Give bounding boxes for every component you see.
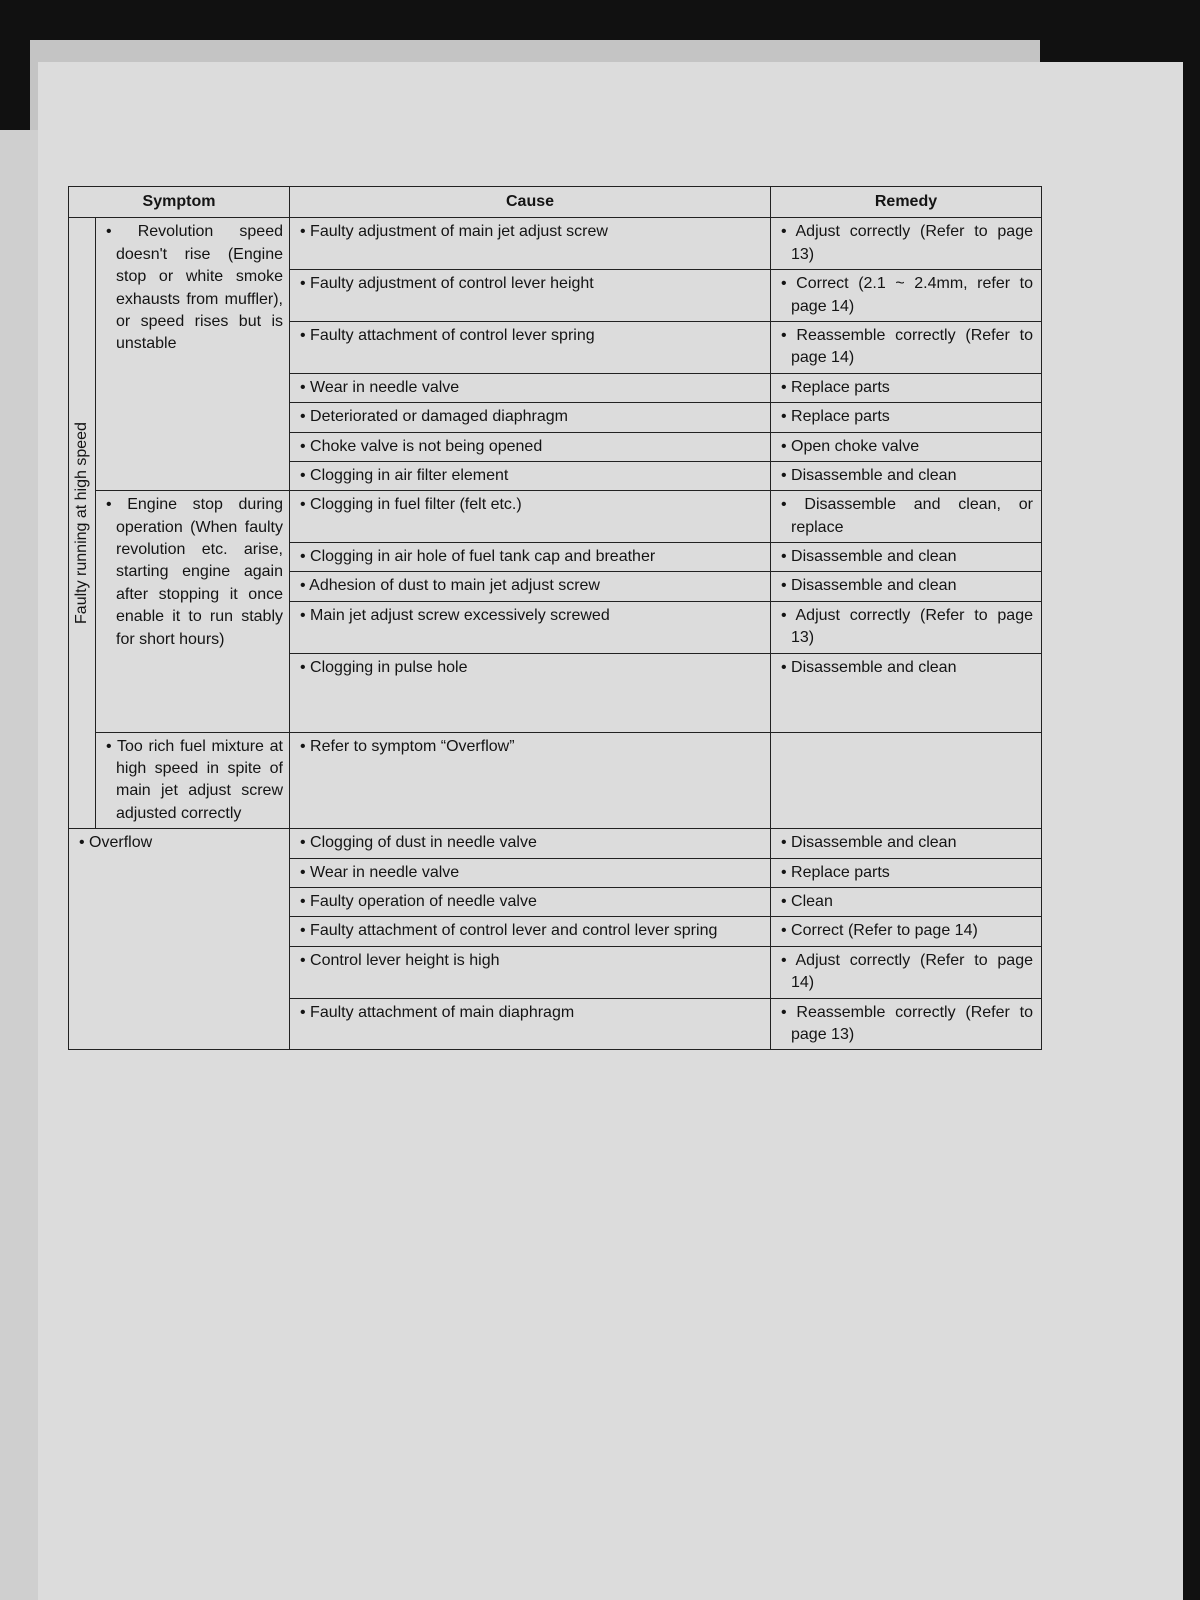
- cause-cell: • Choke valve is not being opened: [290, 432, 771, 461]
- remedy-cell: • Disassemble and clean: [771, 653, 1042, 732]
- cause-cell: • Clogging in pulse hole: [290, 653, 771, 732]
- table-row: [69, 829, 1042, 858]
- remedy-cell: • Disassemble and clean: [771, 543, 1042, 572]
- cause-cell: • Wear in needle valve: [290, 373, 771, 402]
- remedy-cell: • Clean: [771, 887, 1042, 916]
- cause-cell: • Wear in needle valve: [290, 858, 771, 887]
- remedy-cell: • Disassemble and clean: [771, 461, 1042, 490]
- remedy-cell: • Adjust correctly (Refer to page 14): [771, 946, 1042, 998]
- table-row: [69, 218, 1042, 270]
- symptom-cell: • Revolution speed doesn't rise (Engine stop or white smoke exhausts from muffler), or speed rises but is unstable: [96, 218, 290, 491]
- cause-cell: • Adhesion of dust to main jet adjust screw: [290, 572, 771, 601]
- remedy-cell: • Adjust correctly (Refer to page 13): [771, 601, 1042, 653]
- cause-cell: • Clogging in fuel filter (felt etc.): [290, 491, 771, 543]
- cause-cell: • Clogging of dust in needle valve: [290, 829, 771, 858]
- header-symptom: Symptom: [69, 187, 290, 218]
- group-label: Faulty running at high speed: [72, 422, 90, 625]
- remedy-cell: • Replace parts: [771, 373, 1042, 402]
- cause-cell: • Refer to symptom “Overflow”: [290, 732, 771, 829]
- cause-cell: • Faulty operation of needle valve: [290, 887, 771, 916]
- cause-cell: • Faulty attachment of main diaphragm: [290, 998, 771, 1050]
- cause-cell: • Control lever height is high: [290, 946, 771, 998]
- remedy-cell: • Disassemble and clean: [771, 829, 1042, 858]
- cause-cell: • Faulty adjustment of main jet adjust screw: [290, 218, 771, 270]
- cause-cell: • Main jet adjust screw excessively screwed: [290, 601, 771, 653]
- symptom-cell: • Engine stop during operation (When faulty revolution etc. arise, starting engine again after stopping it once enable it to run stably for short hours): [96, 491, 290, 732]
- remedy-cell: • Reassemble correctly (Refer to page 14): [771, 321, 1042, 373]
- remedy-cell: • Reassemble correctly (Refer to page 13): [771, 998, 1042, 1050]
- troubleshooting-table: [68, 186, 1042, 1050]
- table-row: [69, 491, 1042, 543]
- remedy-cell: • Correct (Refer to page 14): [771, 917, 1042, 946]
- table-row: [69, 732, 1042, 829]
- cause-cell: • Faulty adjustment of control lever height: [290, 270, 771, 322]
- table-body: [69, 218, 1042, 1050]
- remedy-cell: • Correct (2.1 ~ 2.4mm, refer to page 14): [771, 270, 1042, 322]
- troubleshooting-table-wrap: [68, 186, 1042, 1050]
- cause-cell: • Clogging in air hole of fuel tank cap and breather: [290, 543, 771, 572]
- cause-cell: • Faulty attachment of control lever spring: [290, 321, 771, 373]
- cause-cell: • Faulty attachment of control lever and control lever spring: [290, 917, 771, 946]
- remedy-cell: • Adjust correctly (Refer to page 13): [771, 218, 1042, 270]
- remedy-cell: [771, 732, 1042, 829]
- remedy-cell: • Replace parts: [771, 858, 1042, 887]
- remedy-cell: • Disassemble and clean, or replace: [771, 491, 1042, 543]
- cause-cell: • Deteriorated or damaged diaphragm: [290, 403, 771, 432]
- header-cause: Cause: [290, 187, 771, 218]
- symptom-cell: • Too rich fuel mixture at high speed in spite of main jet adjust screw adjusted correctly: [96, 732, 290, 829]
- document-page: [38, 62, 1183, 1600]
- remedy-cell: • Open choke valve: [771, 432, 1042, 461]
- left-page-edge: [0, 130, 38, 1600]
- table-header-row: [69, 187, 1042, 218]
- remedy-cell: • Disassemble and clean: [771, 572, 1042, 601]
- cause-cell: • Clogging in air filter element: [290, 461, 771, 490]
- overflow-symptom-cell: • Overflow: [69, 829, 290, 1050]
- group-label-cell: [69, 218, 96, 829]
- remedy-cell: • Replace parts: [771, 403, 1042, 432]
- header-remedy: Remedy: [771, 187, 1042, 218]
